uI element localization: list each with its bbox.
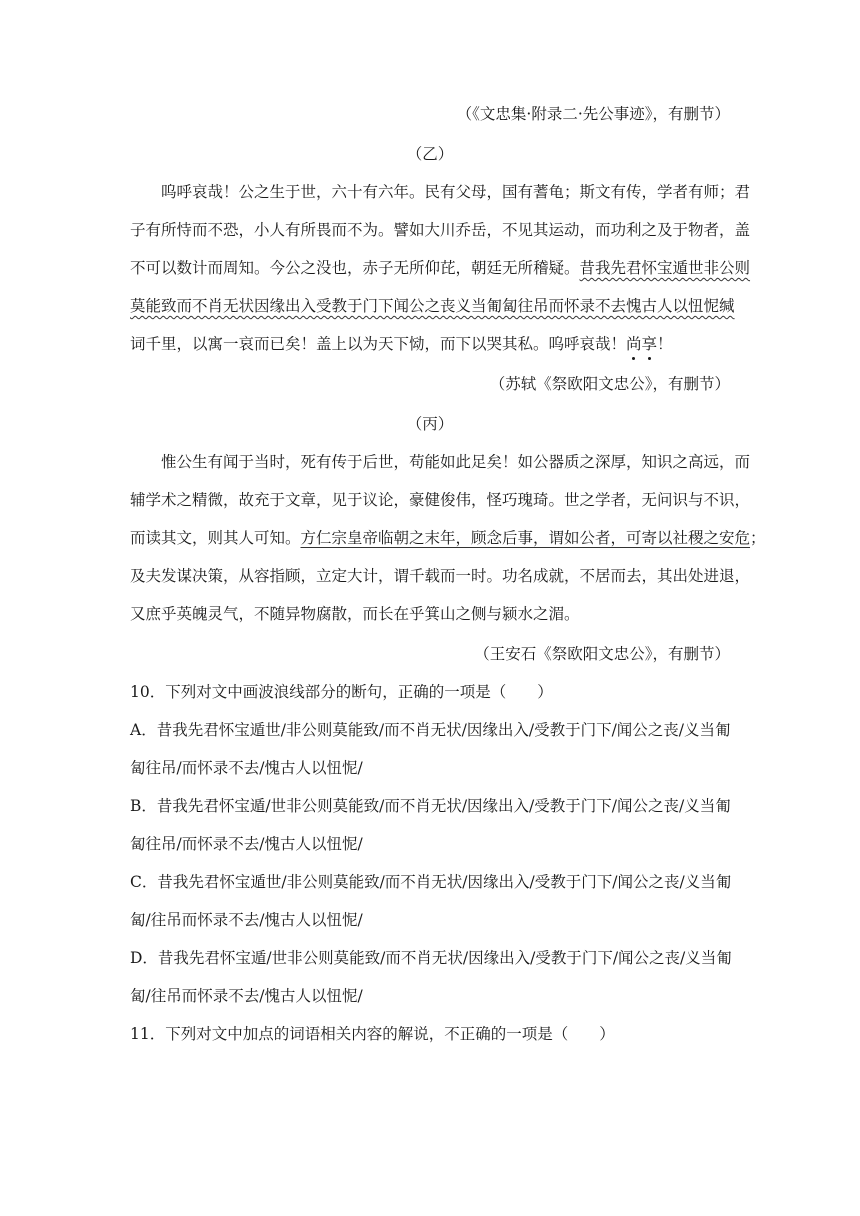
source-citation-b: （苏轼《祭欧阳文忠公》，有删节） (489, 375, 730, 393)
question-11-stem: 11．下列对文中加点的词语相关内容的解说，不正确的一项是（ ） (130, 1025, 615, 1043)
option-d-line-1: D．昔我先君怀宝遁/世非公则莫能致/而不肖无状/因缘出入/受教于门下/闻公之丧/义当匍 (130, 949, 732, 967)
passage-c-line-3-end: ； (750, 529, 766, 547)
question-10-stem: 10．下列对文中画波浪线部分的断句，正确的一项是（ ） (130, 683, 553, 701)
option-c-line-1: C．昔我先君怀宝遁世/非公则莫能致/而不肖无状/因缘出入/受教于门下/闻公之丧/义当匍 (130, 873, 732, 891)
option-a-line-1: A．昔我先君怀宝遁世/非公则莫能致/而不肖无状/因缘出入/受教于门下/闻公之丧/义当匍 (130, 721, 731, 739)
passage-b-line-5-text: 词千里，以寓一哀而已矣！盖上以为天下恸，而下以哭其私。呜呼哀哉！ (130, 335, 627, 353)
passage-c-line-3 (130, 527, 766, 549)
source-citation-c: （王安石《祭欧阳文忠公》，有删节） (474, 645, 730, 663)
underlined-sentence: 方仁宗皇帝临朝之末年，顾念后事，谓如公者，可寄以社稷之安危 (300, 529, 751, 547)
section-heading-c: （丙） (406, 415, 454, 433)
passage-c-line-4: 及夫发谋决策，从容指顾，立定大计，谓千载而一时。功名成就，不居而去，其出处进退， (130, 567, 751, 585)
passage-b-line-5-end: ！ (657, 335, 673, 353)
passage-c-line-5: 又庶乎英魄灵气，不随异物腐散，而长在乎箕山之侧与颍水之湄。 (130, 605, 580, 623)
passage-b-line-3 (130, 257, 751, 279)
passage-c-line-2: 辅学术之精微，故充于文章，见于议论，豪健俊伟，怪巧瑰琦。世之学者，无问识与不识， (130, 491, 751, 509)
emphasis-dot-char-2: 享 (641, 335, 658, 353)
option-a-line-2: 匐往吊/而怀录不去/愧古人以忸怩/ (130, 759, 363, 777)
source-citation-a: （《文忠集·附录二·先公事迹》，有删节） (456, 105, 730, 123)
passage-b-line-1: 呜呼哀哉！公之生于世，六十有六年。民有父母，国有蓍龟；斯文有传，学者有师；君 (161, 183, 751, 201)
option-d-line-2: 匐/往吊而怀录不去/愧古人以忸怩/ (130, 987, 363, 1005)
passage-b-line-3-text: 不可以数计而周知。今公之没也，赤子无所仰芘，朝廷无所稽疑。 (130, 259, 580, 277)
passage-c-line-3-text: 而读其文，则其人可知。 (130, 529, 301, 547)
emphasis-dot-char-1: 尚 (626, 335, 642, 353)
passage-b-line-2: 子有所恃而不恐，小人有所畏而不为。譬如大川乔岳，不见其运动，而功利之及于物者，盖 (130, 221, 751, 239)
passage-b-line-4 (130, 295, 735, 317)
passage-b-line-5 (130, 333, 730, 355)
passage-c-line-1: 惟公生有闻于当时，死有传于后世，苟能如此足矣！如公器质之深厚，知识之高远，而 (161, 453, 751, 471)
option-b-line-2: 匐往吊/而怀录不去/愧古人以忸怩/ (130, 835, 363, 853)
section-heading-b: （乙） (406, 145, 454, 163)
option-c-line-2: 匐/往吊而怀录不去/愧古人以忸怩/ (130, 911, 363, 929)
wavy-underline-segment: 昔我先君怀宝遁世非公则 (579, 259, 751, 277)
option-b-line-1: B．昔我先君怀宝遁/世非公则莫能致/而不肖无状/因缘出入/受教于门下/闻公之丧/义当匍 (130, 797, 731, 815)
wavy-underline-segment-2: 莫能致而不肖无状因缘出入受教于门下闻公之丧义当匍匐往吊而怀录不去愧古人以忸怩缄 (130, 297, 735, 315)
